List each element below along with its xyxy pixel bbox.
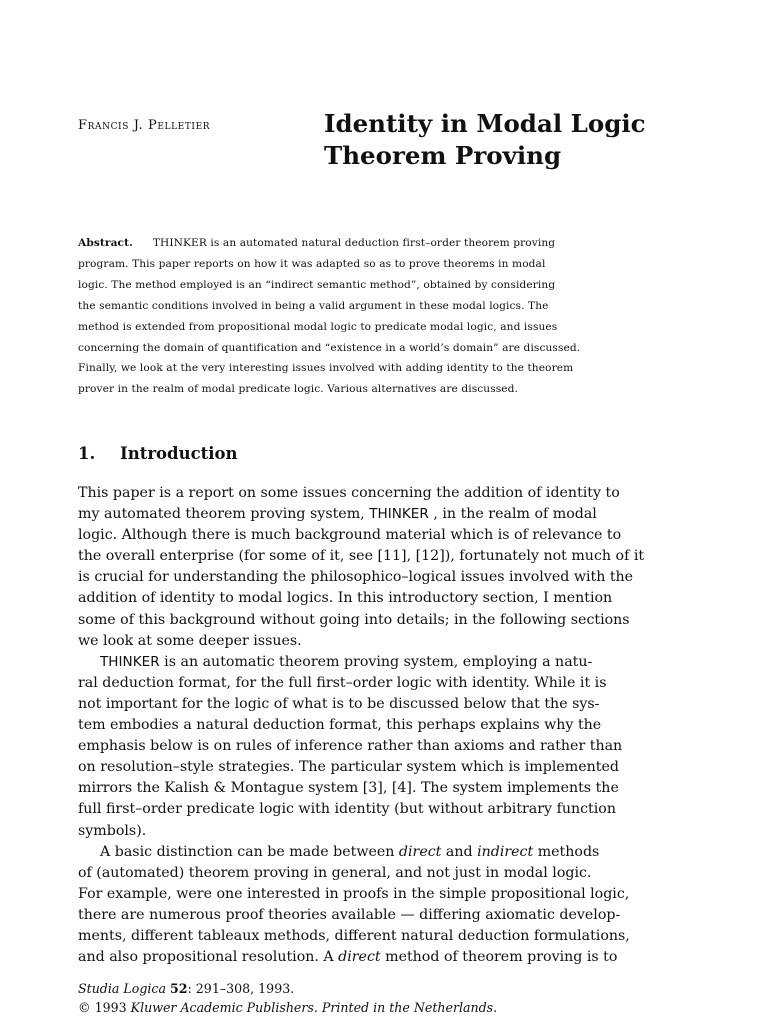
abstract-line: program. This paper reports on how it was adapted so as to prove theorems in modal: [78, 257, 546, 270]
copyright-symbol: ©: [78, 1000, 91, 1015]
text-line: mirrors the Kalish & Montague system [3], [4]. The system implements the: [78, 780, 619, 797]
text-line: the overall enterprise (for some of it, see [11], [12]), fortunately not much of it: [78, 548, 645, 565]
body-text: [78, 483, 692, 968]
text-line: we look at some deeper issues.: [78, 632, 302, 649]
section-number: 1.: [78, 444, 96, 463]
text-line: full first–order predicate logic with identity (but without arbitrary function: [78, 801, 616, 818]
abstract-line: the semantic conditions involved in being a valid argument in these modal logics. The: [78, 299, 549, 312]
text-span: methods: [533, 843, 600, 860]
text-line: addition of identity to modal logics. In this introductory section, I mention: [78, 590, 613, 607]
abstract-line: concerning the domain of quantification and “existence in a world’s domain” are discussed.: [78, 341, 581, 354]
journal-pages: : 291–308, 1993.: [187, 981, 295, 996]
copyright-year: 1993: [90, 1000, 131, 1015]
text-line: [78, 842, 692, 863]
system-name: THINKER: [100, 653, 160, 670]
paper-title: [324, 108, 704, 172]
text-line: [78, 947, 692, 968]
text-line: on resolution–style strategies. The particular system which is implemented: [78, 759, 619, 776]
text-line: of (automated) theorem proving in general, and not just in modal logic.: [78, 864, 592, 881]
text-span: is an automatic theorem proving system, employing a natu-: [159, 653, 593, 670]
text-span: my automated theorem proving system,: [78, 506, 365, 523]
abstract-line: [78, 233, 690, 254]
copyright-line: [78, 998, 678, 1017]
text-line: tem embodies a natural deduction format, this perhaps explains why the: [78, 717, 602, 734]
text-span: A basic distinction can be made between: [100, 843, 399, 860]
text-span: and also propositional resolution. A: [78, 949, 339, 966]
text-line: some of this background without going into details; in the following sections: [78, 611, 630, 628]
section-heading: [78, 444, 238, 463]
abstract-line: Finally, we look at the very interesting issues involved with adding identity to the theorem: [78, 362, 574, 375]
text-line: ral deduction format, for the full first–order logic with identity. While it is: [78, 674, 607, 691]
abstract-label: Abstract.: [78, 237, 133, 249]
text-span: , in the realm of modal: [433, 506, 597, 523]
text-line: [78, 652, 692, 673]
publisher: Kluwer Academic Publishers. Printed in the Netherlands.: [130, 1000, 498, 1015]
title-line: Theorem Proving: [324, 141, 562, 170]
citation-line: [78, 979, 678, 998]
text-line: there are numerous proof theories available — differing axiomatic develop-: [78, 906, 621, 923]
journal-name: Studia Logica: [78, 981, 166, 996]
title-line: Identity in Modal Logic: [324, 109, 646, 138]
abstract-text: THINKER is an automated natural deduction first–order theorem proving: [152, 237, 556, 249]
emphasis: direct: [398, 843, 442, 860]
system-name: THINKER: [369, 506, 429, 523]
text-line: not important for the logic of what is to be discussed below that the sys-: [78, 695, 600, 712]
abstract: [78, 233, 690, 400]
text-line: [78, 504, 692, 525]
text-line: emphasis below is on rules of inference rather than axioms and rather than: [78, 738, 623, 755]
text-line: For example, were one interested in proofs in the simple propositional logic,: [78, 885, 630, 902]
text-line: ments, different tableaux methods, different natural deduction formulations,: [78, 927, 630, 944]
author-name: Francis J. Pelletier: [78, 118, 211, 133]
paper-header: [78, 108, 698, 178]
emphasis: indirect: [477, 843, 534, 860]
page-footer: [78, 979, 678, 1017]
text-line: logic. Although there is much background material which is of relevance to: [78, 527, 622, 544]
emphasis: direct: [338, 949, 381, 966]
abstract-line: logic. The method employed is an “indirect semantic method”, obtained by considering: [78, 278, 556, 291]
text-line: This paper is a report on some issues concerning the addition of identity to: [78, 485, 620, 501]
text-span: and: [441, 843, 478, 860]
text-line: is crucial for understanding the philosophico–logical issues involved with the: [78, 569, 634, 586]
text-line: symbols).: [78, 822, 147, 839]
journal-volume: 52: [170, 981, 188, 996]
abstract-line: prover in the realm of modal predicate logic. Various alternatives are discussed.: [78, 383, 518, 396]
section-title: Introduction: [120, 444, 238, 463]
abstract-line: method is extended from propositional modal logic to predicate modal logic, and issues: [78, 320, 558, 333]
text-span: method of theorem proving is to: [380, 949, 618, 966]
